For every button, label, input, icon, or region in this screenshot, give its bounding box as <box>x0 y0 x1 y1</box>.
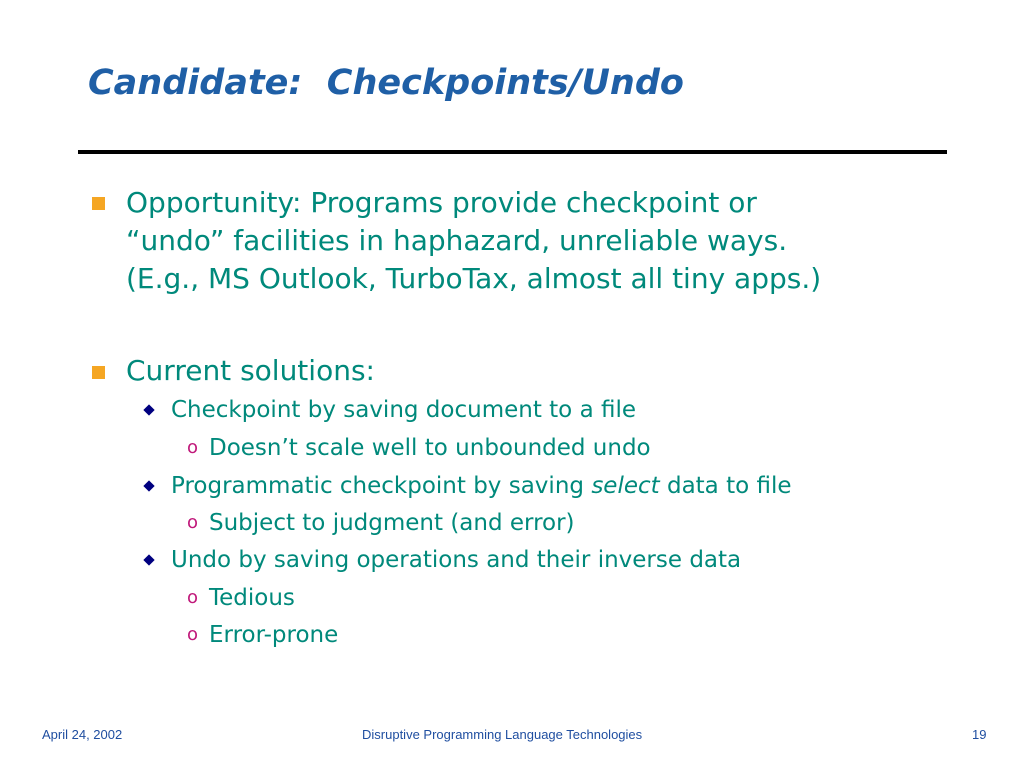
orange-square-bullet-icon <box>92 197 105 210</box>
sub-bullet-undo-saving-operations: Undo by saving operations and their inverse data <box>171 547 742 573</box>
sub-sub-bullet-error-prone: Error-prone <box>209 622 339 648</box>
magenta-circle-bullet-icon: o <box>187 587 199 608</box>
sub-sub-bullet-judgment: Subject to judgment (and error) <box>209 510 575 536</box>
title-divider <box>78 150 947 154</box>
navy-diamond-bullet-icon <box>143 404 154 415</box>
magenta-circle-bullet-icon: o <box>187 437 199 458</box>
bullet-current-solutions: Current solutions: <box>126 354 375 387</box>
footer-page-number: 19 <box>972 727 987 742</box>
bullet-opportunity-line-2: “undo” facilities in haphazard, unreliable ways. <box>126 224 788 257</box>
sub-sub-bullet-doesnt-scale: Doesn’t scale well to unbounded undo <box>209 435 651 461</box>
footer-date: April 24, 2002 <box>42 727 123 742</box>
sub-bullet-programmatic-checkpoint <box>171 471 792 501</box>
orange-square-bullet-icon <box>92 366 105 379</box>
programmatic-text-pre: Programmatic checkpoint by saving <box>171 473 592 499</box>
bullet-opportunity-line-1: Opportunity: Programs provide checkpoint or <box>126 186 757 219</box>
navy-diamond-bullet-icon <box>143 480 154 491</box>
slide-title: Candidate: Checkpoints/Undo <box>88 63 684 103</box>
magenta-circle-bullet-icon: o <box>187 624 199 645</box>
sub-bullet-checkpoint-saving: Checkpoint by saving document to a file <box>171 397 636 423</box>
navy-diamond-bullet-icon <box>143 554 154 565</box>
sub-sub-bullet-tedious: Tedious <box>209 585 295 611</box>
programmatic-text-post: data to file <box>659 473 792 499</box>
bullet-opportunity-line-3: (E.g., MS Outlook, TurboTax, almost all tiny apps.) <box>126 262 822 295</box>
magenta-circle-bullet-icon: o <box>187 512 199 533</box>
programmatic-text-emphasis: select <box>591 473 660 499</box>
footer-title: Disruptive Programming Language Technologies <box>362 727 643 742</box>
